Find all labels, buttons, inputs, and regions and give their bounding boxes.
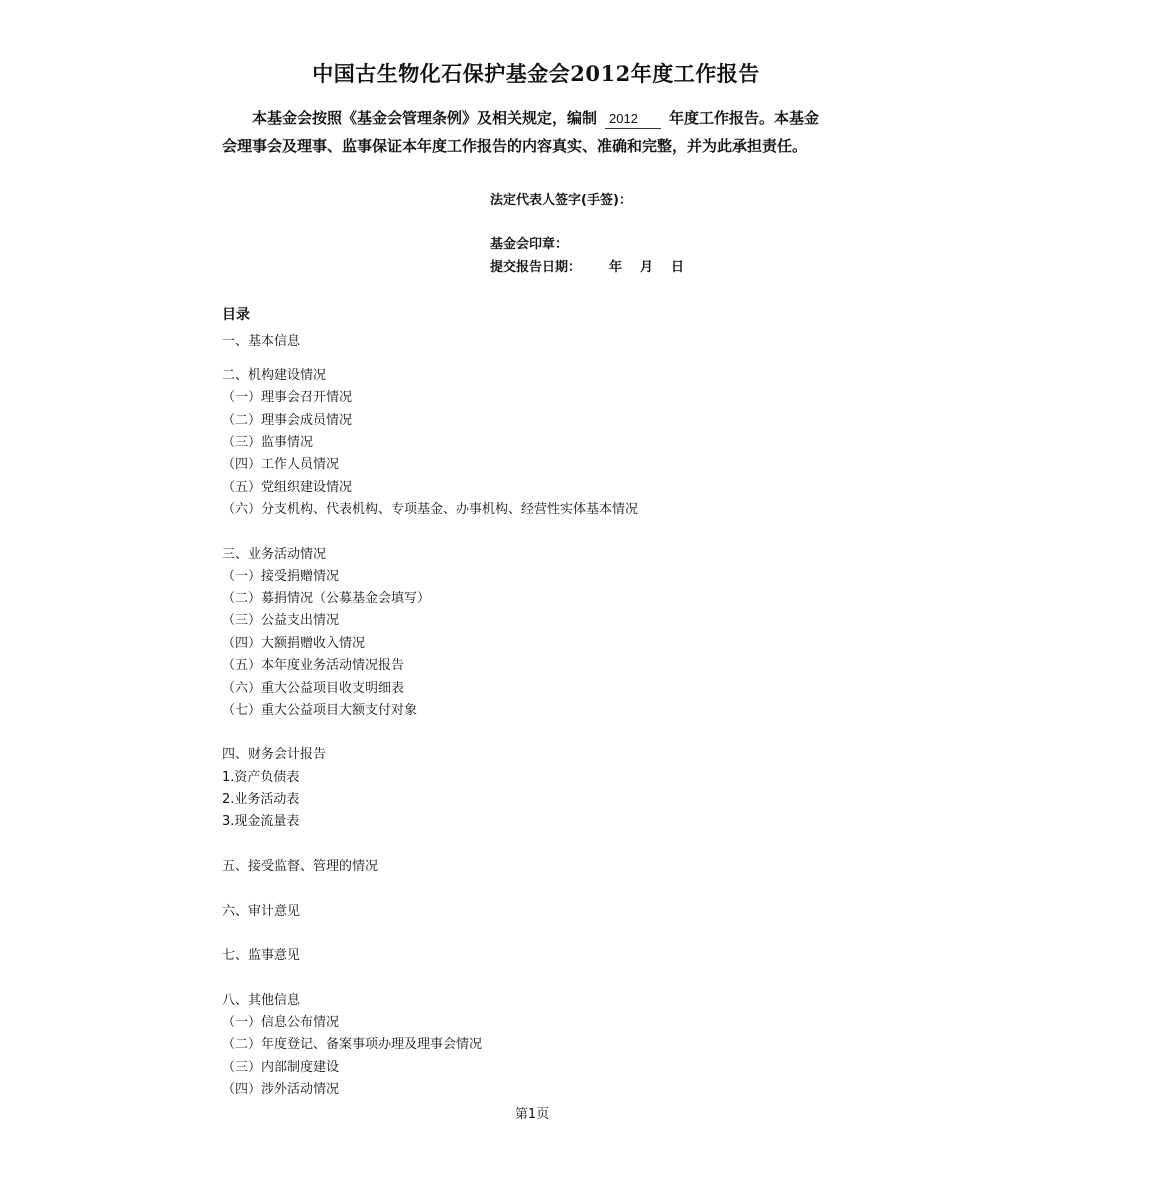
toc-entry: 1.资产负债表	[222, 770, 300, 785]
toc-entry: （二）理事会成员情况	[222, 413, 353, 428]
toc-entry: （四）工作人员情况	[222, 457, 340, 472]
legal-rep-label: 法定代表人签字(手签)：	[490, 193, 632, 208]
toc-entry: 八、其他信息	[222, 993, 301, 1008]
document-title: 中国古生物化石保护基金会2012年度工作报告	[312, 61, 760, 86]
month-unit: 月	[640, 260, 654, 275]
toc-heading: 目录	[222, 307, 250, 323]
intro-paragraph	[222, 104, 834, 160]
toc-entry: （六）分支机构、代表机构、专项基金、办事机构、经营性实体基本情况	[222, 502, 639, 517]
toc-entry: （一）信息公布情况	[222, 1015, 340, 1030]
toc-entry: （三）内部制度建设	[222, 1060, 340, 1075]
toc-entry: 四、财务会计报告	[222, 747, 327, 762]
page-number: 第1页	[514, 1107, 550, 1122]
intro-text-after: 年度工作报告。本基金会理事会及理事、监事保证本年度工作报告的内容真实、准确和完整，并为此承担责任。	[222, 109, 820, 155]
toc-entry: 六、审计意见	[222, 904, 301, 919]
toc-entry: 五、接受监督、管理的情况	[222, 859, 379, 874]
toc-entry: 二、机构建设情况	[222, 368, 327, 383]
toc-entry: （五）本年度业务活动情况报告	[222, 658, 405, 673]
foundation-seal	[490, 233, 568, 252]
toc-entry: （五）党组织建设情况	[222, 480, 353, 495]
toc-entry: 2.业务活动表	[222, 792, 300, 807]
toc-entry: （三）公益支出情况	[222, 613, 340, 628]
toc-entry: （三）监事情况	[222, 435, 314, 450]
intro-text-before: 本基金会按照《基金会管理条例》及相关规定，编制	[252, 109, 598, 127]
toc-entry: （四）涉外活动情况	[222, 1082, 340, 1097]
seal-label: 基金会印章：	[490, 237, 569, 252]
legal-rep-signature	[490, 189, 632, 208]
toc-entry: （一）接受捐赠情况	[222, 569, 340, 584]
submit-date	[490, 256, 684, 275]
toc-entry: （二）年度登记、备案事项办理及理事会情况	[222, 1037, 483, 1052]
day-unit: 日	[671, 260, 685, 275]
toc-entry: 三、业务活动情况	[222, 547, 327, 562]
toc-entry: （七）重大公益项目大额支付对象	[222, 703, 418, 718]
toc-entry: （二）募捐情况（公募基金会填写）	[222, 591, 431, 606]
year-unit: 年	[609, 260, 623, 275]
toc-entry: （六）重大公益项目收支明细表	[222, 681, 405, 696]
toc-entry: （四）大额捐赠收入情况	[222, 636, 366, 651]
date-label: 提交报告日期：	[490, 260, 582, 275]
toc-entry: 七、监事意见	[222, 948, 301, 963]
report-year-field[interactable]: 2012	[605, 110, 661, 129]
toc-entry: 3.现金流量表	[222, 814, 300, 829]
toc-entry: 一、基本信息	[222, 334, 301, 349]
toc-entry: （一）理事会召开情况	[222, 390, 353, 405]
